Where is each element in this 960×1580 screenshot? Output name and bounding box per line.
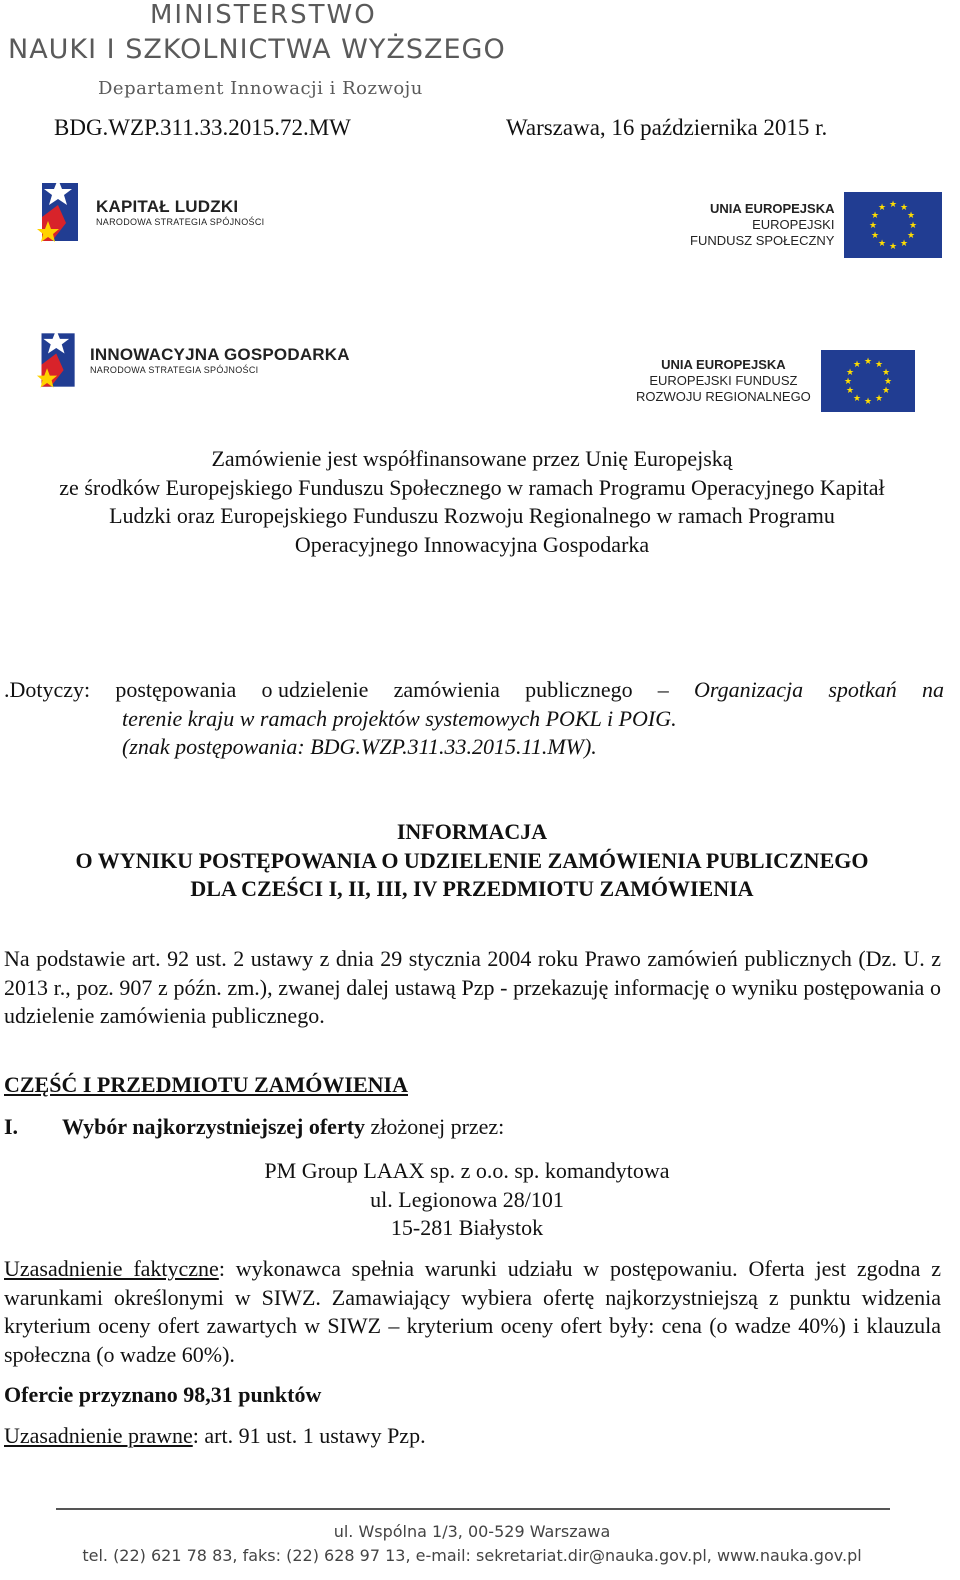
factual-justification-label: Uzasadnienie faktyczne — [4, 1256, 219, 1281]
eu-flag-icon — [821, 350, 915, 412]
svg-text:★: ★ — [881, 368, 890, 378]
contractor-address — [0, 1157, 934, 1243]
factual-justification-text: : wykonawca spełnia warunki udziału w postępowaniu. Oferta jest zgodna z warunkami określonymi w SIWZ. Zamawiający wybiera ofertę najkorzystniejszą z punktu widzenia kryterium oceny ofert zawartych w SIWZ – kryterium oceny ofert były: cena (o wadze 40%) i klauzula społeczna (o wadze 60%). — [4, 1256, 941, 1367]
footer-address: ul. Wspólna 1/3, 00-529 Warszawa — [333, 1522, 611, 1541]
svg-text:★: ★ — [863, 397, 872, 407]
subject-word: spotkań — [828, 677, 897, 702]
legal-justification-text: : art. 91 ust. 1 ustawy Pzp. — [192, 1423, 426, 1448]
innowacyjna-gospodarka-logo — [36, 324, 350, 396]
svg-text:★: ★ — [845, 368, 854, 378]
svg-text:★: ★ — [878, 203, 887, 213]
svg-text:★: ★ — [852, 360, 861, 370]
title-line1: INFORMACJA — [396, 819, 548, 844]
subject-word: postępowania — [115, 677, 237, 702]
svg-text:★: ★ — [863, 357, 872, 367]
svg-text:★: ★ — [881, 386, 890, 396]
svg-text:★: ★ — [900, 203, 909, 213]
innowacyjna-gospodarka-emblem-icon — [36, 325, 82, 395]
best-offer-line — [4, 1114, 504, 1140]
best-offer-rest: złożonej przez: — [365, 1114, 505, 1139]
svg-text:★: ★ — [869, 221, 878, 231]
legal-justification — [4, 1423, 426, 1449]
svg-text:★: ★ — [889, 200, 898, 210]
kapital-ludzki-emblem-icon — [36, 177, 86, 247]
subject-prefix: .Dotyczy: — [4, 677, 91, 702]
svg-text:★: ★ — [889, 242, 898, 252]
intro-paragraph: Na podstawie art. 92 ust. 2 ustawy z dnia 29 stycznia 2004 roku Prawo zamówień publicznych (Dz. U. z 2013 r., poz. 907 z późn. zm.), zwanej dalej ustawą Pzp - przekazuję informację o wyniku postępowania o udzielenie zamówienia publicznego. — [4, 946, 941, 1028]
part1-heading: CZĘŚĆ I PRZEDMIOTU ZAMÓWIENIA — [4, 1072, 408, 1097]
subject-word: – — [657, 677, 669, 702]
efrr-line2: EUROPEJSKI FUNDUSZ — [649, 373, 798, 388]
eu-efs-logo — [690, 192, 942, 258]
svg-text:★: ★ — [878, 239, 887, 249]
best-offer-label: Wybór najkorzystniejszej oferty — [62, 1114, 366, 1139]
efs-line1: UNIA EUROPEJSKA — [709, 201, 835, 216]
svg-text:★: ★ — [883, 377, 892, 387]
subject-line1 — [4, 676, 944, 705]
subject-word: o udzielenie — [261, 677, 369, 702]
ministry-name-line1: MINISTERSTWO — [150, 0, 377, 30]
svg-text:★: ★ — [907, 231, 916, 241]
subject-block — [4, 676, 944, 762]
kapital-ludzki-title: KAPITAŁ LUDZKI — [96, 197, 239, 216]
efrr-line3: ROZWOJU REGIONALNEGO — [636, 389, 811, 404]
cofinancing-statement — [0, 445, 944, 559]
eu-efrr-logo — [636, 350, 915, 412]
subject-line2: terenie kraju w ramach projektów systemowych POKL i POIG. — [122, 705, 677, 731]
document-title — [0, 818, 944, 904]
subject-word: publicznego — [525, 677, 633, 702]
svg-text:★: ★ — [871, 231, 880, 241]
contractor-city: 15-281 Białystok — [390, 1215, 544, 1240]
title-line3: DLA CZEŚCI I, II, III, IV PRZEDMIOTU ZAMÓWIENIA — [190, 876, 754, 901]
efs-line3: FUNDUSZ SPOŁECZNY — [690, 233, 835, 248]
innowacyjna-gospodarka-subtitle: NARODOWA STRATEGIA SPÓJNOŚCI — [90, 365, 259, 375]
cofinancing-line3: Ludzki oraz Europejskiego Funduszu Rozwoju Regionalnego w ramach Programu — [109, 503, 835, 528]
points-awarded: Ofercie przyznano 98,31 punktów — [4, 1382, 322, 1407]
subject-word: Organizacja — [693, 677, 804, 702]
section-number: I. — [4, 1114, 19, 1139]
ministry-name-line2: NAUKI I SZKOLNICTWA WYŻSZEGO — [8, 34, 506, 65]
ministry-logo — [8, 0, 528, 105]
cofinancing-line1: Zamówienie jest współfinansowane przez Unię Europejską — [211, 446, 733, 471]
kapital-ludzki-logo — [36, 176, 264, 248]
contractor-name: PM Group LAAX sp. z o.o. sp. komandytowa — [264, 1158, 670, 1183]
svg-text:★: ★ — [907, 211, 916, 221]
place-date: Warszawa, 16 października 2015 r. — [506, 115, 828, 140]
subject-word: zamówienia — [393, 677, 500, 702]
legal-justification-label: Uzasadnienie prawne — [4, 1423, 193, 1448]
svg-text:★: ★ — [900, 239, 909, 249]
contractor-street: ul. Legionowa 28/101 — [370, 1186, 564, 1212]
factual-justification — [4, 1255, 941, 1369]
subject-line3: (znak postępowania: BDG.WZP.311.33.2015.11.MW). — [122, 734, 597, 759]
innowacyjna-gospodarka-title: INNOWACYJNA GOSPODARKA — [90, 345, 350, 364]
ministry-department: Departament Innowacji i Rozwoju — [98, 78, 423, 99]
footer-divider — [56, 1508, 890, 1510]
svg-text:★: ★ — [845, 386, 854, 396]
svg-text:★: ★ — [874, 360, 883, 370]
svg-text:★: ★ — [871, 211, 880, 221]
kapital-ludzki-subtitle: NARODOWA STRATEGIA SPÓJNOŚCI — [96, 217, 265, 227]
efs-line2: EUROPEJSKI — [752, 217, 835, 232]
svg-text:★: ★ — [843, 377, 852, 387]
efrr-line1: UNIA EUROPEJSKA — [661, 357, 786, 372]
title-line2: O WYNIKU POSTĘPOWANIA O UDZIELENIE ZAMÓWIENIA PUBLICZNEGO — [75, 847, 869, 873]
svg-text:★: ★ — [852, 394, 861, 404]
svg-text:★: ★ — [909, 221, 918, 231]
subject-word: na — [922, 677, 944, 702]
cofinancing-line2: ze środków Europejskiego Funduszu Społecznego w ramach Programu Operacyjnego Kapitał — [59, 474, 885, 500]
footer-contact: tel. (22) 621 78 83, faks: (22) 628 97 13, e-mail: sekretariat.dir@nauka.gov.pl, www.nauka.gov.pl — [82, 1546, 862, 1565]
reference-number: BDG.WZP.311.33.2015.72.MW — [54, 115, 351, 140]
cofinancing-line4: Operacyjnego Innowacyjna Gospodarka — [294, 531, 650, 557]
svg-text:★: ★ — [874, 394, 883, 404]
eu-flag-icon — [844, 192, 942, 258]
